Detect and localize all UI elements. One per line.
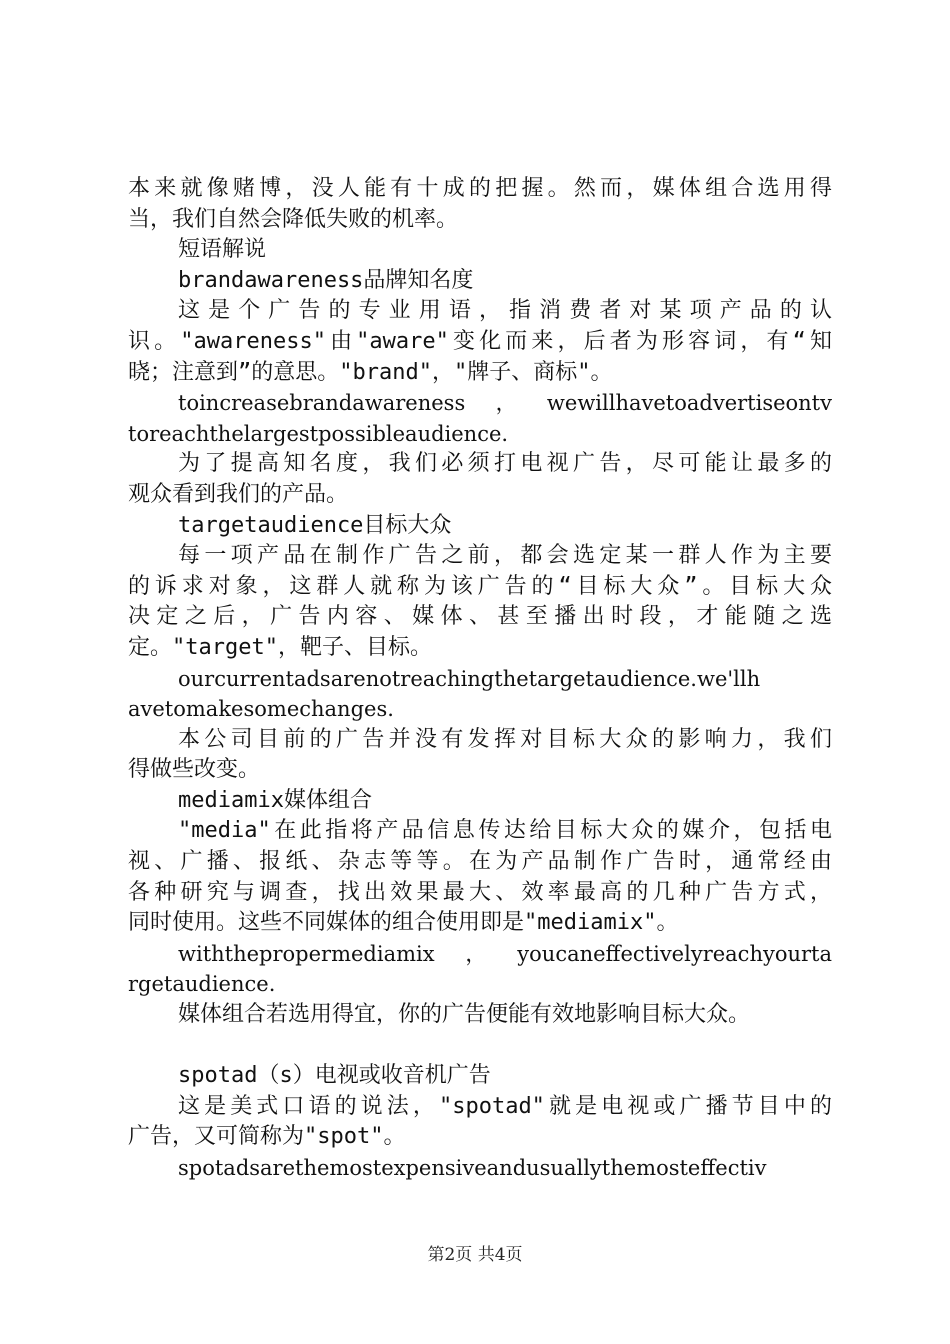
paragraph-line: 这是个广告的专业用语，指消费者对某项产品的认 [178, 298, 832, 324]
page-number-footer: 第2页 共4页 [427, 1245, 523, 1265]
example-sentence: ourcurrentadsarenotreachingthetargetaudience.we'llh [178, 666, 761, 691]
paragraph-line: 各种研究与调查，找出效果最大、效率最高的几种广告方式， [128, 879, 832, 905]
paragraph-line: 广告，又可简称为"spot"。 [128, 1124, 406, 1150]
paragraph-line: 这是美式口语的说法，"spotad"就是电视或广播节目中的 [178, 1093, 832, 1119]
paragraph-line: 识。"awareness"由"aware"变化而来，后者为形容词，有“知 [128, 328, 832, 354]
paragraph-line: 晓；注意到”的意思。"brand"，"牌子、商标"。 [128, 359, 613, 385]
paragraph-line: "media"在此指将产品信息传达给目标大众的媒介，包括电 [178, 818, 832, 844]
example-sentence: toincreasebrandawareness，wewillhavetoadvertiseontv [178, 391, 832, 416]
paragraph-line: 同时使用。这些不同媒体的组合使用即是"mediamix"。 [128, 910, 679, 936]
phrase-heading: brandawareness品牌知名度 [178, 267, 474, 293]
section-heading: 短语解说 [178, 237, 267, 263]
translation-line: 得做些改变。 [128, 757, 261, 783]
blank-line [128, 1031, 832, 1062]
phrase-heading: mediamix媒体组合 [178, 787, 372, 813]
example-sentence: toreachthelargestpossibleaudience. [128, 421, 509, 446]
phrase-heading: targetaudience目标大众 [178, 512, 452, 538]
paragraph-line: 本来就像赌博，没人能有十成的把握。然而，媒体组合选用得 [128, 176, 832, 201]
example-sentence: avetomakesomechanges. [128, 697, 394, 722]
document-body [128, 174, 832, 1184]
translation-line: 本公司目前的广告并没有发挥对目标大众的影响力，我们 [178, 726, 832, 752]
paragraph-line: 每一项产品在制作广告之前，都会选定某一群人作为主要 [178, 543, 832, 569]
phrase-heading: spotad（s）电视或收音机广告 [178, 1063, 491, 1089]
paragraph-line: 视、广播、报纸、杂志等等。在为产品制作广告时，通常经由 [128, 849, 832, 875]
paragraph-line: 的诉求对象，这群人就称为该广告的“目标大众”。目标大众 [128, 573, 832, 599]
translation-line: 媒体组合若选用得宜，你的广告便能有效地影响目标大众。 [178, 1002, 751, 1028]
example-sentence: spotadsarethemostexpensiveandusuallythemosteffectiv [178, 1156, 767, 1180]
paragraph-line: 定。"target"，靶子、目标。 [128, 634, 432, 660]
paragraph-line: 当，我们自然会降低失败的机率。 [128, 206, 459, 232]
translation-line: 为了提高知名度，我们必须打电视广告，尽可能让最多的 [178, 451, 832, 477]
translation-line: 观众看到我们的产品。 [128, 481, 349, 507]
paragraph-line: 决定之后，广告内容、媒体、甚至播出时段，才能随之选 [128, 604, 832, 630]
example-sentence: withthepropermediamix，youcaneffectivelyreachyourta [178, 941, 832, 966]
example-sentence: rgetaudience. [128, 972, 276, 997]
